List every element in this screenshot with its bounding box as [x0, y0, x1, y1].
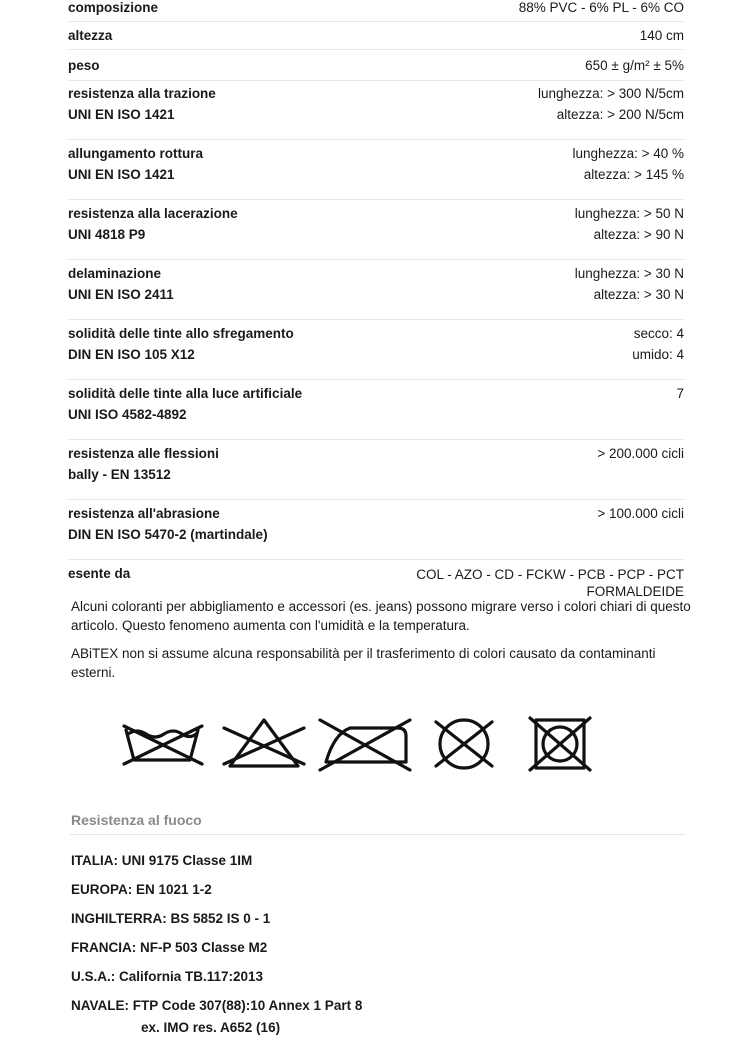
fire-resistance-list	[71, 853, 362, 1049]
spec-row	[68, 81, 684, 140]
spec-label: altezza	[68, 28, 113, 43]
spec-row	[68, 140, 684, 200]
spec-value: COL - AZO - CD - FCKW - PCB - PCP - PCT FORMALDEIDE	[416, 567, 684, 599]
spec-value: lunghezza: > 30 N	[574, 266, 684, 281]
spec-standard: UNI EN ISO 1421	[68, 167, 175, 182]
fire-line: INGHILTERRA: BS 5852 IS 0 - 1	[71, 911, 271, 926]
spec-label: delaminazione	[68, 266, 162, 281]
spec-standard: UNI EN ISO 2411	[68, 287, 174, 302]
spec-standard: DIN EN ISO 105 X12	[68, 347, 195, 362]
care-symbols	[120, 714, 605, 774]
section-title-fire-resistance: Resistenza al fuoco	[71, 812, 685, 835]
fire-line: U.S.A.: California TB.117:2013	[71, 969, 264, 984]
spec-value-2: altezza: > 200 N/5cm	[556, 107, 684, 122]
notes	[71, 597, 691, 691]
spec-label: resistenza alla trazione	[68, 86, 216, 101]
spec-standard: UNI 4818 P9	[68, 227, 146, 242]
spec-value: 140 cm	[639, 28, 684, 43]
spec-row	[68, 0, 684, 22]
spec-row	[68, 500, 684, 560]
spec-label: esente da	[68, 566, 131, 581]
spec-value: > 100.000 cicli	[597, 506, 684, 521]
spec-label: resistenza all'abrasione	[68, 506, 220, 521]
spec-value: lunghezza: > 40 %	[572, 146, 684, 161]
spec-value-2: altezza: > 145 %	[583, 167, 684, 182]
spec-standard: UNI ISO 4582-4892	[68, 407, 187, 422]
spec-standard: UNI EN ISO 1421	[68, 107, 175, 122]
spec-row	[68, 560, 684, 600]
no-iron-icon	[320, 720, 410, 770]
spec-value: lunghezza: > 300 N/5cm	[538, 86, 684, 101]
spec-value: 7	[676, 386, 684, 401]
fire-line: ITALIA: UNI 9175 Classe 1IM	[71, 853, 253, 868]
spec-row	[68, 260, 684, 320]
spec-row	[68, 200, 684, 260]
spec-label: resistenza alla lacerazione	[68, 206, 238, 221]
fire-line: EUROPA: EN 1021 1-2	[71, 882, 212, 897]
spec-value: > 200.000 cicli	[597, 446, 684, 461]
spec-value-2: altezza: > 90 N	[593, 227, 684, 242]
spec-row	[68, 380, 684, 440]
no-wash-icon	[124, 726, 202, 764]
spec-value: 650 ± g/m² ± 5%	[585, 58, 684, 73]
spec-value: lunghezza: > 50 N	[574, 206, 684, 221]
fire-line: NAVALE: FTP Code 307(88):10 Annex 1 Part 8	[71, 998, 363, 1013]
spec-label: composizione	[68, 0, 159, 15]
spec-value-2: umido: 4	[632, 347, 684, 362]
spec-row	[68, 440, 684, 500]
no-dry-clean-icon	[436, 720, 492, 768]
no-tumble-dry-icon	[530, 718, 590, 770]
spec-row	[68, 22, 684, 50]
spec-label: solidità delle tinte allo sfregamento	[68, 326, 294, 341]
spec-value: 88% PVC - 6% PL - 6% CO	[518, 0, 684, 15]
note-text: Alcuni coloranti per abbigliamento e accessori (es. jeans) possono migrare verso i colori chiari di questo articolo. Questo fenomeno aumenta con l'umidità e la temperatura.	[71, 599, 691, 633]
spec-label: peso	[68, 58, 100, 73]
spec-row	[68, 320, 684, 380]
spec-value: secco: 4	[633, 326, 684, 341]
spec-label: allungamento rottura	[68, 146, 204, 161]
fire-line: ex. IMO res. A652 (16)	[141, 1020, 281, 1035]
spec-row	[68, 50, 684, 81]
fire-line: FRANCIA: NF-P 503 Classe M2	[71, 940, 268, 955]
note-text: ABiTEX non si assume alcuna responsabilità per il trasferimento di colori causato da contaminanti esterni.	[71, 646, 656, 680]
spec-label: solidità delle tinte alla luce artificiale	[68, 386, 303, 401]
spec-value-2: altezza: > 30 N	[593, 287, 684, 302]
spec-label: resistenza alle flessioni	[68, 446, 219, 461]
specs-table	[68, 0, 684, 600]
spec-standard: bally - EN 13512	[68, 467, 171, 482]
no-bleach-icon	[224, 720, 304, 766]
spec-standard: DIN EN ISO 5470-2 (martindale)	[68, 527, 268, 542]
